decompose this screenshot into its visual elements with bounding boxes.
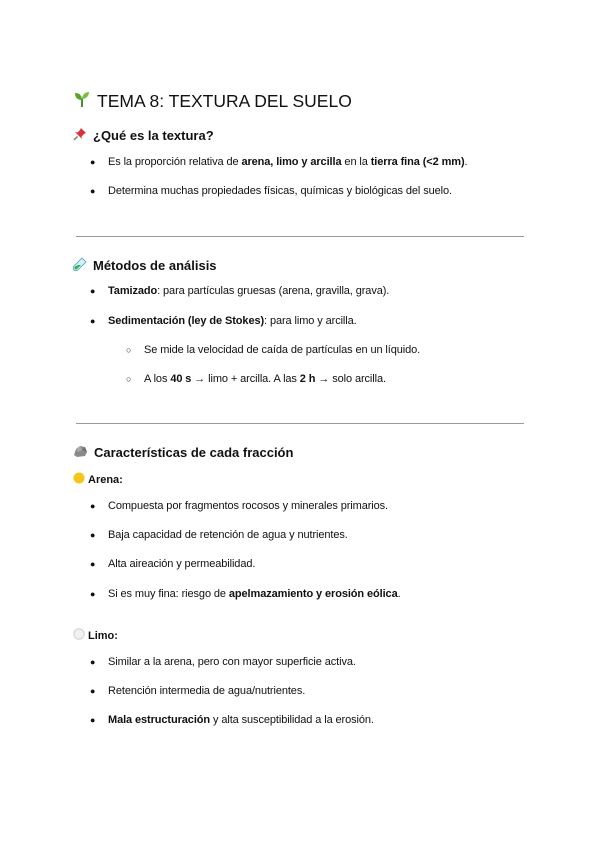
item-text: Se mide la velocidad de caída de partículas en un líquido. — [144, 344, 421, 356]
list-item — [90, 588, 401, 600]
page-title — [73, 90, 352, 113]
white-circle-icon — [73, 628, 85, 643]
list-item — [90, 685, 305, 697]
list-item — [90, 315, 357, 327]
subheading-arena — [73, 472, 123, 487]
section-heading-textura — [73, 127, 214, 144]
bullet: ● — [90, 589, 96, 599]
sub-bullet: ○ — [126, 374, 132, 384]
bullet: ● — [90, 157, 96, 167]
item-text: Tamizado: para partículas gruesas (arena, gravilla, grava). — [108, 285, 390, 297]
test-tube-icon — [73, 257, 87, 274]
subheading-text: Arena: — [88, 473, 123, 486]
list-item — [90, 656, 356, 668]
bullet: ● — [90, 286, 96, 296]
item-text: Baja capacidad de retención de agua y nutrientes. — [108, 529, 348, 541]
item-text: Mala estructuración y alta susceptibilidad a la erosión. — [108, 714, 374, 726]
section-heading-text: Métodos de análisis — [93, 258, 217, 273]
page-title-text: TEMA 8: TEXTURA DEL SUELO — [97, 91, 352, 111]
section-heading-text: Características de cada fracción — [94, 445, 294, 460]
item-text: Es la proporción relativa de arena, limo y arcilla en la tierra fina (<2 mm). — [108, 156, 468, 168]
item-text: Retención intermedia de agua/nutrientes. — [108, 685, 306, 697]
item-text: Si es muy fina: riesgo de apelmazamiento y erosión eólica. — [108, 588, 401, 600]
subheading-text: Limo: — [88, 629, 118, 642]
list-item — [90, 185, 452, 197]
list-item — [90, 156, 467, 168]
rock-icon — [73, 444, 88, 461]
bullet: ● — [90, 657, 96, 667]
sub-bullet: ○ — [126, 345, 132, 355]
item-text: Sedimentación (ley de Stokes): para limo y arcilla. — [108, 315, 357, 327]
bullet: ● — [90, 686, 96, 696]
subheading-limo — [73, 628, 118, 643]
item-text: Alta aireación y permeabilidad. — [108, 558, 256, 570]
yellow-circle-icon — [73, 472, 85, 487]
list-item — [90, 500, 388, 512]
seedling-icon — [73, 90, 91, 113]
section-heading-caracteristicas — [73, 444, 293, 461]
horizontal-rule — [76, 236, 524, 237]
section-heading-metodos — [73, 257, 217, 274]
horizontal-rule — [76, 423, 524, 424]
list-item — [90, 714, 374, 726]
item-text: Similar a la arena, pero con mayor superficie activa. — [108, 656, 356, 668]
bullet: ● — [90, 501, 96, 511]
sub-list-item — [126, 344, 420, 356]
list-item — [90, 285, 389, 297]
bullet: ● — [90, 559, 96, 569]
pushpin-icon — [73, 127, 87, 144]
list-item — [90, 529, 348, 541]
bullet: ● — [90, 715, 96, 725]
item-text: Determina muchas propiedades físicas, químicas y biológicas del suelo. — [108, 185, 452, 197]
bullet: ● — [90, 186, 96, 196]
item-text: A los 40 s → limo + arcilla. A las 2 h → solo arcilla. — [144, 373, 386, 385]
item-text: Compuesta por fragmentos rocosos y minerales primarios. — [108, 500, 389, 512]
bullet: ● — [90, 530, 96, 540]
bullet: ● — [90, 316, 96, 326]
sub-list-item — [126, 373, 386, 385]
section-heading-text: ¿Qué es la textura? — [93, 128, 214, 143]
list-item — [90, 558, 255, 570]
